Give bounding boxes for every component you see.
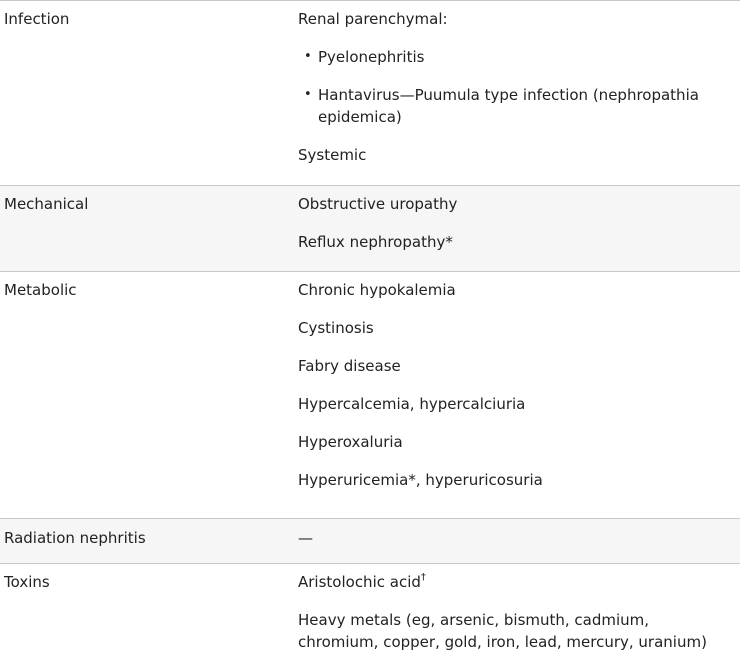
detail-item: Heavy metals (eg, arsenic, bismuth, cadmium, chromium, copper, gold, iron, lead, mercury, uranium) (298, 611, 707, 651)
details-cell (292, 1, 740, 185)
detail-item: Cystinosis (298, 319, 374, 337)
category-cell (0, 1, 292, 185)
list-item-text: Pyelonephritis (318, 48, 425, 66)
detail-item: Reflux nephropathy* (298, 233, 453, 251)
category-cell (0, 519, 292, 563)
detail-item: Systemic (298, 146, 367, 164)
details-cell (292, 272, 740, 518)
detail-item: Hyperuricemia*, hyperuricosuria (298, 471, 543, 489)
list-item (298, 84, 728, 128)
detail-item: — (298, 529, 313, 547)
bullet-icon: • (304, 87, 312, 102)
detail-item: Hypercalcemia, hypercalciuria (298, 395, 526, 413)
detail-item: Chronic hypokalemia (298, 281, 456, 299)
list-item (298, 46, 728, 68)
detail-item-text: Aristolochic acid (298, 573, 421, 591)
category-cell (0, 186, 292, 271)
category-label: Mechanical (4, 195, 89, 213)
category-label: Toxins (4, 573, 50, 591)
category-label: Infection (4, 10, 70, 28)
category-label: Radiation nephritis (4, 529, 146, 547)
details-cell (292, 186, 740, 271)
table-row (0, 271, 740, 518)
bullet-icon: • (304, 49, 312, 64)
detail-item: Hyperoxaluria (298, 433, 403, 451)
table-row (0, 0, 740, 185)
category-cell (0, 272, 292, 518)
detail-heading: Renal parenchymal: (298, 10, 448, 28)
table-row (0, 185, 740, 271)
detail-item (298, 571, 728, 593)
list-item-text: Hantavirus—Puumula type infection (nephropathia epidemica) (318, 86, 699, 126)
detail-item: Fabry disease (298, 357, 401, 375)
details-cell (292, 519, 740, 563)
category-label: Metabolic (4, 281, 77, 299)
detail-item: Obstructive uropathy (298, 195, 458, 213)
table-row (0, 518, 740, 563)
footnote-marker: † (420, 572, 426, 583)
